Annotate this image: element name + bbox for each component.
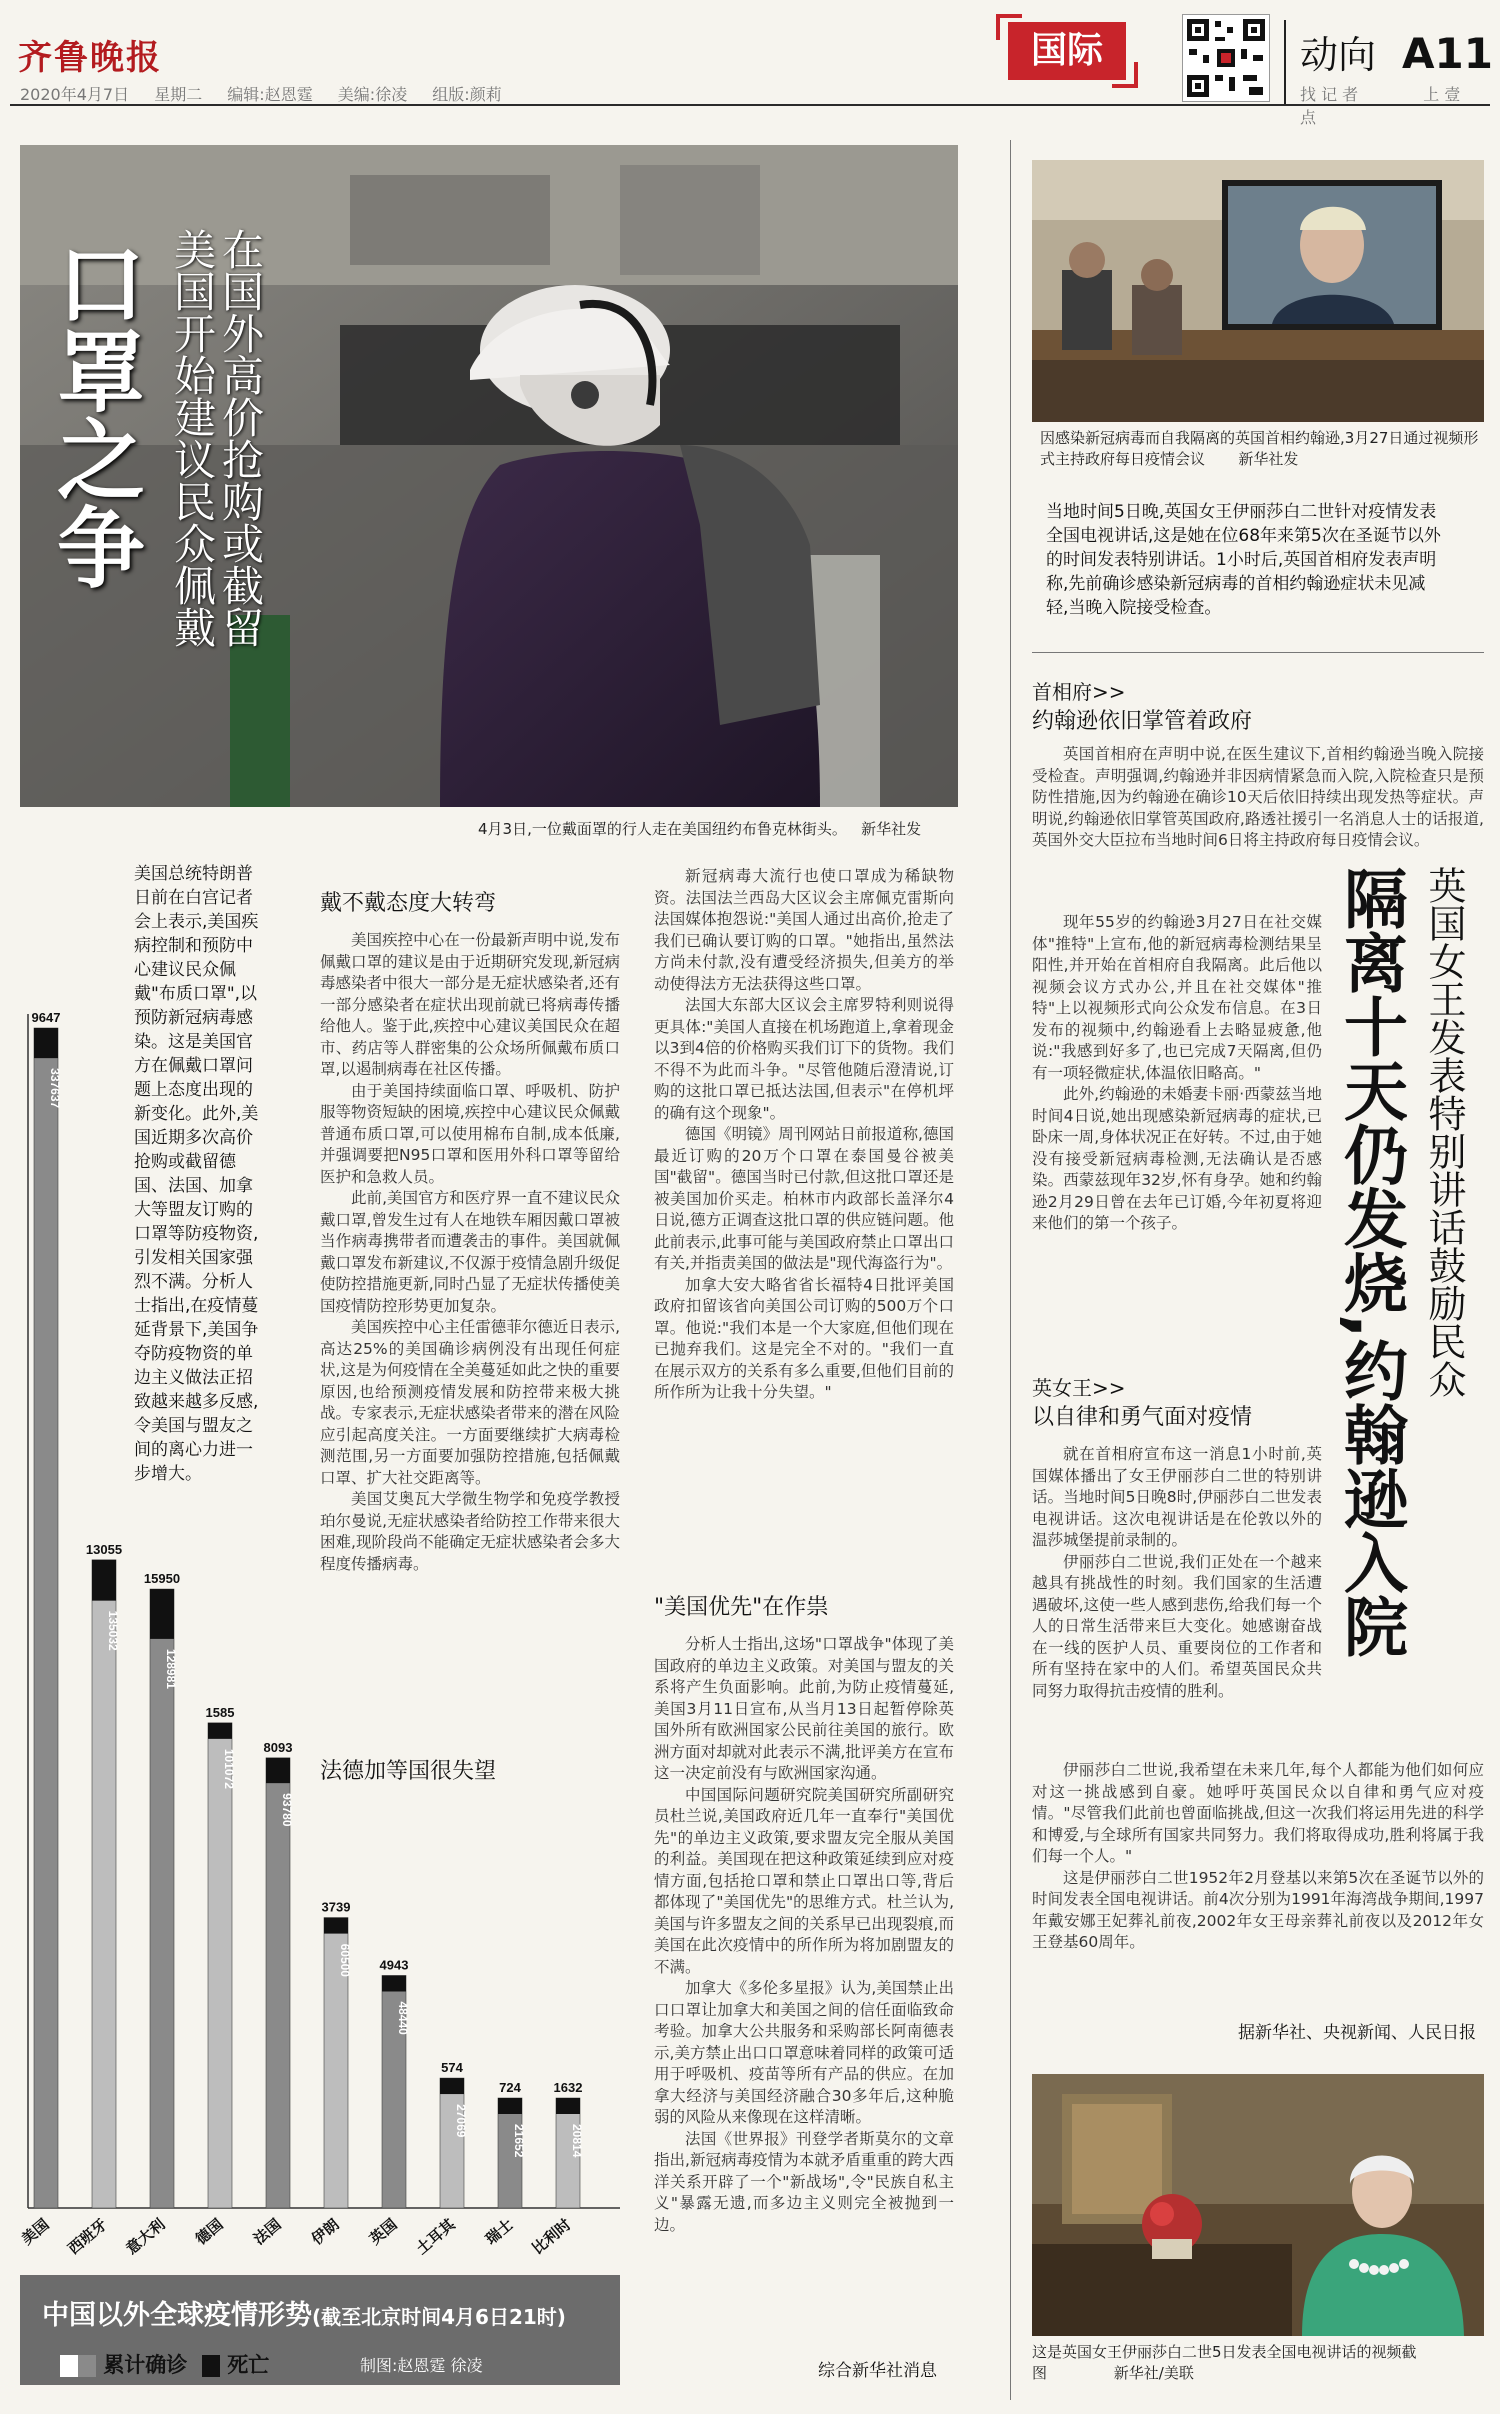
data-label-confirmed-0: 337637 (48, 1068, 62, 1109)
bar-confirmed-7 (440, 2078, 464, 2208)
data-label-confirmed-9: 20814 (570, 2124, 584, 2158)
article-paragraph: 就在首相府宣布这一消息1小时前,英国媒体播出了女王伊丽莎白二世的特别讲话。当地时间5日晚8时,伊丽莎白二世发表电视讲话。这次电视讲话是在伦敦以外的温莎城堡提前录制的。 (1032, 1445, 1322, 1549)
issue-date: 2020年4月7日 (20, 85, 130, 104)
chart-credit: 制图:赵恩霆 徐凌 (360, 2356, 483, 2375)
photo1-caption (1040, 428, 1484, 470)
data-label-deaths-4: 8093 (263, 1739, 293, 1755)
article-source: 综合新华社消息 (818, 2361, 937, 2381)
article-paragraph: 这是伊丽莎白二世1952年2月登基以来第5次在圣诞节以外的时间发表全国电视讲话。前4次分别为1991年海湾战争期间,1997年戴安娜王妃葬礼前夜,2002年女王母亲葬礼前夜以及2012年女王登基60周年。 (1032, 1868, 1484, 1951)
data-label-deaths-5: 3739 (321, 1899, 351, 1915)
header-rule (10, 104, 1490, 106)
article-paragraph: 美国疾控中心主任雷德菲尔德近日表示,高达25%的美国确诊病例没有出现任何症状,这是为何疫情在全美蔓延如此之快的重要原因,也给预测疫情发展和防控带来极大挑战。专家表示,无症状感染者带来的潜在风险应引起高度关注。一方面要继续扩大病毒检测范围,另一方面要加强防控措施,包括佩戴口罩、扩大社交距离等。 (320, 1318, 620, 1487)
page-title (1300, 24, 1493, 79)
category-label-8: 瑞士 (482, 2215, 517, 2249)
section-heading-2: 法德加等国很失望 (320, 1759, 497, 1784)
article-paragraph: 美国疾控中心在一份最新声明中说,发布佩戴口罩的建议是由于近期研究发现,新冠病毒感染者中很大一部分是无症状感染者,还有一部分感染者在症状出现前就已将病毒传播给他人。鉴于此,疾控中心建议美国民众在超市、药店等人群密集的公众场所佩戴布质口罩,以遏制病毒在社区传播。 (320, 931, 620, 1078)
chart-subtitle: (截至北京时间4月6日21时) (312, 2305, 566, 2329)
proofreader-credit: 组版:颜莉 (432, 85, 502, 104)
category-label-2: 意大利 (122, 2215, 169, 2258)
article-paragraph: 英国首相府在声明中说,在医生建议下,首相约翰逊当晚入院接受检查。声明强调,约翰逊并非因病情紧急而入院,入院检查只是预防性措施,因为约翰逊在确诊10天后依旧持续出现发热等症状。声明说,约翰逊依旧掌管英国政府,路透社援引一名消息人士的话报道,英国外交大臣拉布当地时间6日将主持政府每日疫情会议。 (1032, 745, 1484, 849)
johnson-video-photo (1032, 160, 1484, 422)
data-label-confirmed-4: 93780 (280, 1793, 294, 1827)
article-paragraph: 伊丽莎白二世说,我希望在未来几年,每个人都能为他们如何应对这一挑战感到自豪。她呼吁英国民众以自律和勇气应对疫情。"尽管我们此前也曾面临挑战,但这一次我们将运用先进的科学和博爱,与全球所有国家共同努力。我们将取得成功,胜利将属于我们每一个人。" (1032, 1761, 1484, 1865)
chart-title: 中国以外全球疫情形势(截至北京时间4月6日21时) (42, 2300, 566, 2331)
subhead-kicker-1: 首相府>> (1032, 680, 1126, 704)
editor-credit: 编辑:赵恩霆 (227, 85, 313, 104)
legend-swatch-confirmed (60, 2355, 78, 2377)
main-subheadline-1: 在国外高价抢购或截留 (216, 228, 265, 648)
main-photo (20, 145, 958, 807)
data-label-confirmed-2: 128981 (164, 1648, 178, 1689)
legend-swatch-deaths (202, 2355, 220, 2377)
data-label-deaths-2: 15950 (143, 1571, 181, 1587)
chart-svg (20, 1008, 630, 2278)
article-paragraph: 中国国际问题研究院美国研究所副研究员杜兰说,美国政府近几年一直奉行"美国优先"的单边主义政策,要求盟友完全服从美国的利益。美国现在把这种政策延续到应对疫情方面,包括抢口罩和禁止口罩出口等,背后都体现了"美国优先"的思维方式。杜兰认为,美国与许多盟友之间的关系早已出现裂痕,而美国在此次疫情中的所作所为将加剧盟友的不满。 (654, 1785, 954, 1976)
masthead-logo: 齐鲁晚报 (18, 38, 162, 78)
bar-deaths-0 (34, 1028, 58, 1058)
article-paragraph: 由于美国持续面临口罩、呼吸机、防护服等物资短缺的困境,疾控中心建议民众佩戴普通布质口罩,可以使用棉布自制,成本低廉,并强调要把N95口罩和医用外科口罩等留给医护和急救人员。 (320, 1081, 620, 1186)
category-label-6: 英国 (366, 2215, 401, 2249)
right-article-1a (1032, 744, 1484, 852)
header-divider (1284, 20, 1286, 104)
article-paragraph: 法国《世界报》刊登学者斯莫尔的文章指出,新冠病毒疫情为本就矛盾重重的跨大西洋关系开辟了一个"新战场",令"民族自私主义"暴露无遗,而多边主义则完全被抛到一边。 (654, 2129, 954, 2234)
photo-credit: 新华社发 (861, 820, 922, 838)
app-label: 上 壹 点 (1300, 85, 1461, 127)
main-subheadline-2: 美国开始建议民众佩戴 (168, 228, 217, 648)
legend-label-deaths: 死亡 (227, 2353, 270, 2377)
right-article-1b (1032, 912, 1322, 1235)
right-big-title: 隔离十天仍发烧,约翰逊入院 (1333, 866, 1407, 1659)
right-article-2a (1032, 1444, 1322, 1702)
right-lead-paragraph: 当地时间5日晚,英国女王伊丽莎白二世针对疫情发表全国电视讲话,这是她在位68年来第5次在圣诞节以外的时间发表特别讲话。1小时后,英国首相府发表声明称,先前确诊感染新冠病毒的首相约翰逊症状未见减轻,当晚入院接受检查。 (1046, 502, 1441, 618)
page-name: 动向 (1300, 33, 1377, 77)
right-article-2b (1032, 1760, 1484, 1954)
article-paragraph: 分析人士指出,这场"口罩战争"体现了美国政府的单边主义政策。对美国与盟友的关系将产生负面影响。此前,为防止疫情蔓延,美国3月11日宣布,从当月13日起暂停除英国外所有欧洲国家公民前往美国的旅行。欧洲方面对却就对此表示不满,批评美方在宣布这一决定前没有与欧洲国家沟通。 (654, 1635, 954, 1782)
article-paragraph: 此外,约翰逊的未婚妻卡丽·西蒙兹当地时间4日说,她出现感染新冠病毒的症状,已卧床一周,身体状况正在好转。不过,由于她没有接受新冠病毒检测,无法确认是否感染。西蒙兹现年32岁,怀有身孕。她和约翰逊2月29日曾在去年已订婚,今年初夏将迎来他们的第一个孩子。 (1032, 1085, 1322, 1232)
bar-deaths-6 (382, 1975, 406, 1991)
reporter-label: 找 记 者 (1300, 85, 1359, 104)
right-source: 据新华社、央视新闻、人民日报 (1238, 2023, 1476, 2043)
section-heading-1: 戴不戴态度大转弯 (320, 891, 497, 916)
article-paragraph: 现年55岁的约翰逊3月27日在社交媒体"推特"上宣布,他的新冠病毒检测结果呈阳性,并开始在首相府自我隔离。此后他以视频会议方式办公,并且在社交媒体"推特"上以视频形式向公众发布信息。在3日发布的视频中,约翰逊看上去略显疲惫,他说:"我感到好多了,也已完成7天隔离,但仍有一项轻微症状,体温依旧略高。" (1032, 913, 1322, 1082)
article-paragraph: 法国大东部大区议会主席罗特利则说得更具体:"美国人直接在机场跑道上,拿着现金以3到4倍的价格购买我们订下的货物。我们不得不为此而斗争。"尽管他随后澄清说,订购的这批口罩已抵达法国,但表示"在停机坪的确有这个现象"。 (654, 996, 954, 1122)
category-label-0: 美国 (20, 2215, 53, 2249)
page-number: A11 (1402, 29, 1493, 78)
epidemic-bar-chart (20, 1008, 630, 2278)
photo1-credit: 新华社发 (1238, 450, 1299, 468)
legend-swatch-confirmed-alt (78, 2355, 96, 2377)
data-label-deaths-8: 724 (499, 2080, 521, 2095)
article-column-2 (654, 866, 954, 1404)
data-label-deaths-6: 4943 (379, 1957, 409, 1973)
subhead-title-1: 约翰逊依旧掌管着政府 (1032, 709, 1253, 734)
art-editor-credit: 美编:徐凌 (337, 85, 408, 104)
queen-speech-photo (1032, 2074, 1484, 2336)
category-label-3: 德国 (192, 2215, 227, 2249)
chart-legend (60, 2349, 269, 2379)
data-label-confirmed-5: 60500 (338, 1943, 352, 1977)
photo2-credit: 新华社/美联 (1113, 2364, 1194, 2382)
section-tab: 国际 (1008, 22, 1126, 80)
bar-deaths-3 (208, 1723, 232, 1739)
bar-confirmed-0 (34, 1028, 58, 2208)
main-photo-caption (478, 818, 921, 839)
right-small-title: 英国女王发表特别讲话鼓励民众 (1422, 866, 1466, 1398)
article-paragraph: 此前,美国官方和医疗界一直不建议民众戴口罩,曾发生过有人在地铁车厢因戴口罩被当作病毒携带者而遭袭击的事件。美国就佩戴口罩发布新建议,不仅源于疫情急剧升级促使防控措施更新,同时凸显了无症状传播使美国疫情防控形势更加复杂。 (320, 1189, 620, 1315)
category-label-7: 土耳其 (412, 2215, 459, 2258)
data-label-confirmed-6: 48440 (396, 2001, 410, 2035)
category-label-5: 伊朗 (308, 2215, 343, 2249)
data-label-deaths-0: 9647 (31, 1010, 61, 1025)
article-paragraph: 新冠病毒大流行也使口罩成为稀缺物资。法国法兰西岛大区议会主席佩克雷斯向法国媒体抱怨说:"美国人通过出高价,抢走了我们已确认要订购的口罩。"她指出,虽然法方尚未付款,没有遭受经济损失,但美方的举动使得法方无法获得这些口罩。 (654, 867, 954, 993)
divider (1032, 652, 1484, 653)
article-column-2b (654, 1634, 954, 2236)
subhead-kicker-2: 英女王>> (1032, 1376, 1126, 1400)
article-paragraph: 伊丽莎白二世说,我们正处在一个越来越具有挑战性的时刻。我们国家的生活遭遇破坏,这使一些人感到悲伤,给我们每一个人的日常生活带来巨大变化。她感谢奋战在一线的医护人员、重要岗位的工作者和所有坚持在家中的人们。希望英国民众共同努力取得抗击疫情的胜利。 (1032, 1552, 1322, 1700)
main-headline: 口罩之争 (43, 238, 146, 590)
bar-confirmed-3 (208, 1723, 232, 2208)
data-label-deaths-7: 574 (441, 2060, 463, 2076)
category-label-1: 西班牙 (64, 2215, 111, 2258)
dateline (20, 82, 522, 105)
lead-paragraph: 美国总统特朗普日前在白宫记者会上表示,美国疾病控制和预防中心建议民众佩戴"布质口罩",以预防新冠病毒感染。这是美国官方在佩戴口罩问题上态度出现的新变化。此外,美国近期多次高价抢购或截留德国、法国、加拿大等盟友订购的口罩等防疫物资,引发相关国家强烈不满。分析人士指出,在疫情蔓延背景下,美国争夺防疫物资的单边主义做法正招致越来越多反感,令美国与盟友之间的离心力进一步增大。 (134, 864, 259, 1484)
data-label-confirmed-8: 21652 (512, 2124, 526, 2158)
chart-title-bar (20, 2275, 620, 2385)
legend-label-confirmed: 累计确诊 (103, 2353, 188, 2377)
bar-deaths-7 (440, 2078, 464, 2094)
data-label-confirmed-7: 27069 (454, 2104, 468, 2138)
bar-deaths-4 (266, 1758, 290, 1783)
data-label-confirmed-1: 135032 (106, 1610, 120, 1651)
subhead-title-2: 以自律和勇气面对疫情 (1032, 1405, 1253, 1430)
caption-text: 4月3日,一位戴面罩的行人走在美国纽约布鲁克林街头。 (478, 820, 847, 838)
category-label-9: 比利时 (528, 2215, 575, 2258)
article-paragraph: 加拿大安大略省省长福特4日批评美国政府扣留该省向美国公司订购的500万个口罩。他说:"我们本是一个大家庭,但他们现在已抛弃我们。这是完全不对的。"我们一直在展示双方的关系有多么重要,但他们目前的所作所为让我十分失望。" (654, 1275, 954, 1401)
qr-code-icon (1182, 14, 1270, 102)
photo2-caption-text: 这是英国女王伊丽莎白二世5日发表全国电视讲话的视频截图 (1032, 2343, 1417, 2382)
weekday: 星期二 (154, 85, 203, 104)
data-label-deaths-3: 1585 (205, 1704, 235, 1720)
article-paragraph: 美国艾奥瓦大学微生物学和免疫学教授珀尔曼说,无症状感染者给防控工作带来很大困难,现阶段尚不能确定无症状感染者会多大程度传播病毒。 (320, 1490, 620, 1573)
article-paragraph: 加拿大《多伦多星报》认为,美国禁止出口口罩让加拿大和美国之间的信任面临致命考验。加拿大公共服务和采购部长阿南德表示,美方禁止出口口罩意味着同样的政策可适用于呼吸机、疫苗等所有产品的供应。在加拿大经济与美国经济融合30多年后,这种脆弱的风险从来像现在这样清晰。 (654, 1979, 954, 2126)
data-label-confirmed-3: 101072 (222, 1748, 236, 1789)
bar-deaths-2 (150, 1589, 174, 1639)
category-label-4: 法国 (250, 2215, 285, 2249)
bar-deaths-5 (324, 1918, 348, 1934)
data-label-deaths-1: 13055 (85, 1541, 123, 1557)
photo2-caption (1032, 2342, 1484, 2384)
photo1-caption-text: 因感染新冠病毒而自我隔离的英国首相约翰逊,3月27日通过视频形式主持政府每日疫情会议 (1040, 429, 1479, 468)
bar-deaths-8 (498, 2098, 522, 2114)
section-heading-3: "美国优先"在作祟 (654, 1595, 829, 1620)
article-paragraph: 德国《明镜》周刊网站日前报道称,德国最近订购的20万个口罩在泰国曼谷被美国"截留"。德国当时已付款,但这批口罩还是被美国加价买走。柏林市内政部长盖泽尔4日说,德方正调查这批口罩的供应链问题。他此前表示,此事可能与美国政府禁止口罩出口有关,并指责美国的做法是"现代海盗行为"。 (654, 1125, 954, 1272)
data-label-deaths-9: 1632 (553, 2080, 583, 2095)
bar-confirmed-1 (92, 1560, 116, 2208)
column-rule (1010, 140, 1011, 2400)
bar-deaths-9 (556, 2098, 580, 2114)
bar-deaths-1 (92, 1560, 116, 1601)
